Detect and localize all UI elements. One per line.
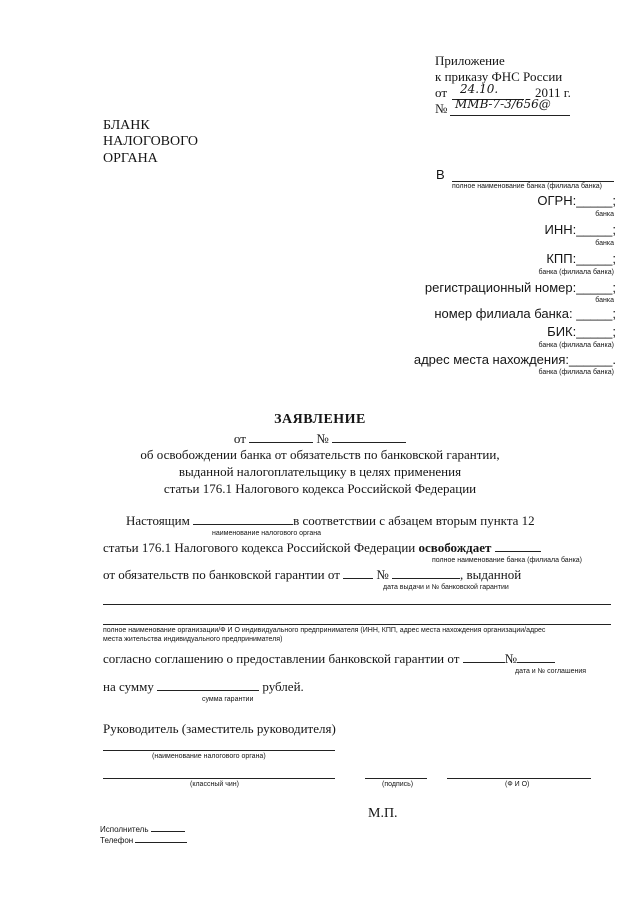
body-l2-b: освобождает [418, 540, 492, 555]
appendix-number-prefix: № [435, 101, 448, 116]
body-l3-a: от обязательств по банковской гарантии от [103, 567, 340, 582]
body-l4-hint: дата и № соглашения [515, 668, 587, 675]
org-hint1: полное наименование организации/Ф И О индивидуального предпринимателя (ИНН, КПП, адрес места нахождения организации/адрес [103, 627, 546, 634]
kpp-hint: банка (филиала банка) [538, 269, 614, 276]
body-l4-a: согласно соглашению о предоставлении банковской гарантии от [103, 651, 460, 666]
stamp-mp: М.П. [368, 806, 398, 821]
appendix-line2: к приказу ФНС России [435, 69, 563, 84]
footer-executor-row [100, 823, 185, 834]
address-hint: банка (филиала банка) [538, 369, 614, 376]
statement-subtitle2: выданной налогоплательщику в целях применения [178, 464, 462, 479]
appendix-year: 2011 г. [535, 85, 571, 100]
class-rank-hint: (классный чин) [190, 781, 239, 788]
appendix-date-handwritten: 24.10. [460, 82, 499, 96]
body-l5-a: на сумму [103, 679, 154, 694]
inn-field: ИНН:_____; [544, 222, 616, 237]
addressee-v: В [436, 167, 445, 182]
body-l3-c: , выданной [460, 567, 522, 582]
org-hint2: места жительства индивидуального предпринимателя) [103, 636, 283, 643]
blank-header-line3: ОРГАНА [103, 151, 158, 166]
body-l5-hint: сумма гарантии [202, 696, 254, 703]
statement-from: от [233, 431, 246, 446]
reg-number-field: регистрационный номер:_____; [424, 280, 616, 295]
body-line1 [126, 512, 535, 529]
statement-num: № [316, 431, 329, 446]
signature-hint: (подпись) [382, 781, 414, 788]
footer-executor: Исполнитель [100, 825, 149, 834]
body-l3-b: № [376, 567, 389, 582]
appendix-date-prefix: от [435, 85, 448, 100]
appendix-number-handwritten: ММВ-7-3/656@ [455, 97, 551, 111]
body-line5 [103, 678, 304, 695]
statement-from-line [0, 430, 640, 447]
ogrn-field: ОГРН:_____; [537, 193, 616, 208]
fio-hint: (Ф И О) [505, 781, 530, 788]
body-line3 [103, 566, 521, 583]
body-l2-hint: полное наименование банка (филиала банка) [432, 557, 583, 564]
signature-head: Руководитель (заместитель руководителя) [103, 721, 336, 736]
footer-phone-row [100, 834, 187, 845]
body-l1-a: Настоящим [126, 513, 190, 528]
kpp-field: КПП:_____; [546, 251, 616, 266]
bik-hint: банка (филиала банка) [538, 342, 614, 349]
reg-hint: банка [595, 297, 614, 304]
address-field: адрес места нахождения:______. [413, 352, 616, 367]
inn-hint: банка [595, 240, 614, 247]
branch-number-field: номер филиала банка: _____; [434, 306, 616, 321]
ogrn-hint: банка [595, 211, 614, 218]
body-l1-hint: наименование налогового органа [212, 530, 321, 537]
body-l1-b: в соответствии с абзацем вторым пункта 12 [293, 513, 535, 528]
body-l5-b: рублей. [262, 679, 304, 694]
bik-field: БИК:_____; [547, 324, 616, 339]
statement-subtitle3: статьи 176.1 Налогового кодекса Российской Федерации [163, 481, 477, 496]
tax-org-hint: (наименование налогового органа) [152, 753, 266, 760]
body-line4 [103, 650, 555, 667]
blank-header-line2: НАЛОГОВОГО [103, 134, 198, 149]
statement-title: ЗАЯВЛЕНИЕ [274, 412, 366, 427]
bank-name-hint: полное наименование банка (филиала банка) [452, 183, 603, 190]
body-l4-b: № [504, 651, 518, 666]
footer-phone: Телефон [100, 836, 134, 845]
body-line2 [103, 539, 541, 556]
body-l2-a: статьи 176.1 Налогового кодекса Российской Федерации [103, 540, 416, 555]
statement-subtitle1: об освобождении банка от обязательств по банковской гарантии, [140, 447, 500, 462]
appendix-line1: Приложение [435, 53, 505, 68]
blank-header-line1: БЛАНК [103, 118, 150, 133]
body-l3-hint: дата выдачи и № банковской гарантии [383, 584, 509, 591]
